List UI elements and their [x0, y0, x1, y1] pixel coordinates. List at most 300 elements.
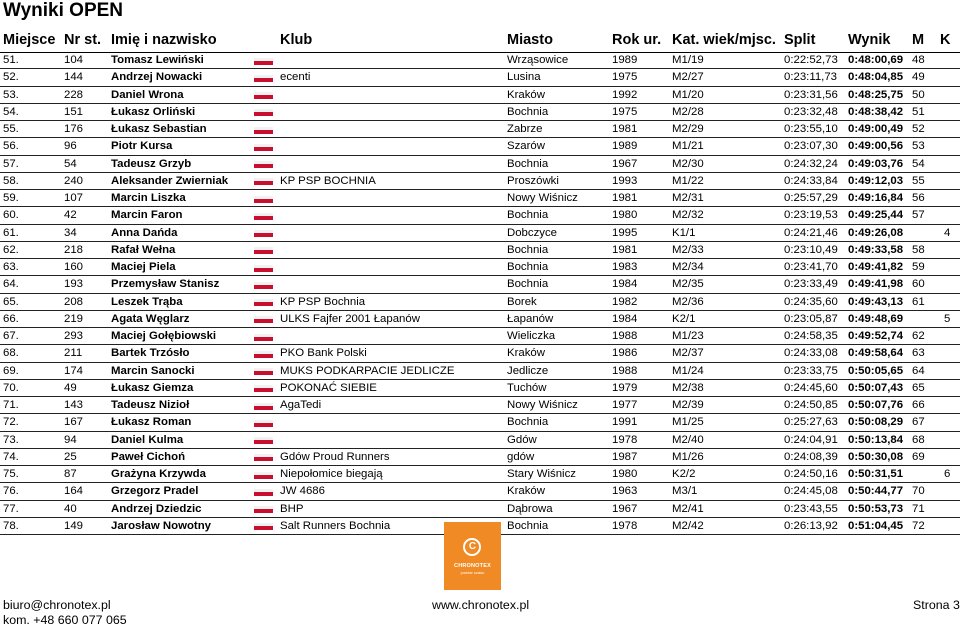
cell-place: 69. — [0, 362, 64, 379]
cell-split: 0:23:07,30 — [784, 138, 848, 155]
cell-result: 0:49:41,82 — [848, 259, 912, 276]
cell-place: 75. — [0, 466, 64, 483]
cell-split: 0:23:43,55 — [784, 500, 848, 517]
cell-club: Niepołomice biegają — [280, 466, 507, 483]
cell-category: M1/26 — [672, 448, 784, 465]
logo-letter: C — [468, 541, 477, 552]
table-row — [0, 69, 960, 86]
cell-result: 0:49:26,08 — [848, 224, 912, 241]
poland-flag-icon — [254, 230, 273, 237]
flag-cell — [251, 379, 280, 396]
cell-birth-year: 1982 — [612, 293, 672, 310]
cell-bib: 143 — [64, 397, 111, 414]
flag-cell — [251, 138, 280, 155]
cell-name: Maciej Gołębiowski — [111, 328, 251, 345]
cell-k — [944, 328, 960, 345]
header-k: K — [940, 32, 951, 48]
cell-city: Bochnia — [507, 276, 612, 293]
cell-birth-year: 1981 — [612, 121, 672, 138]
cell-place: 71. — [0, 397, 64, 414]
cell-k — [944, 276, 960, 293]
cell-birth-year: 1984 — [612, 310, 672, 327]
cell-category: M1/25 — [672, 414, 784, 431]
table-row — [0, 172, 960, 189]
cell-category: M2/28 — [672, 103, 784, 120]
poland-flag-icon — [254, 92, 273, 99]
cell-category: K1/1 — [672, 224, 784, 241]
cell-birth-year: 1967 — [612, 155, 672, 172]
cell-split: 0:24:50,85 — [784, 397, 848, 414]
cell-city: Lusina — [507, 69, 612, 86]
flag-cell — [251, 207, 280, 224]
cell-bib: 211 — [64, 345, 111, 362]
cell-m — [912, 224, 944, 241]
cell-m: 50 — [912, 86, 944, 103]
cell-club: POKONAĆ SIEBIE — [280, 379, 507, 396]
flag-cell — [251, 448, 280, 465]
header-birth-year: Rok ur. — [612, 32, 662, 48]
cell-split: 0:23:19,53 — [784, 207, 848, 224]
cell-club: PKO Bank Polski — [280, 345, 507, 362]
cell-m: 72 — [912, 517, 944, 534]
cell-k — [944, 52, 960, 69]
cell-bib: 228 — [64, 86, 111, 103]
cell-k — [944, 207, 960, 224]
cell-city: Jedlicze — [507, 362, 612, 379]
cell-category: M1/22 — [672, 172, 784, 189]
table-row — [0, 103, 960, 120]
cell-bib: 208 — [64, 293, 111, 310]
flag-cell — [251, 500, 280, 517]
cell-m: 52 — [912, 121, 944, 138]
table-row — [0, 362, 960, 379]
flag-cell — [251, 517, 280, 534]
header-split: Split — [784, 32, 816, 48]
cell-club: AgaTedi — [280, 397, 507, 414]
cell-m: 51 — [912, 103, 944, 120]
cell-club: Salt Runners Bochnia — [280, 517, 507, 534]
cell-city: Bochnia — [507, 207, 612, 224]
table-row — [0, 155, 960, 172]
cell-split: 0:24:45,08 — [784, 483, 848, 500]
cell-place: 68. — [0, 345, 64, 362]
cell-name: Andrzej Nowacki — [111, 69, 251, 86]
cell-category: M2/34 — [672, 259, 784, 276]
cell-club: Gdów Proud Runners — [280, 448, 507, 465]
cell-name: Daniel Wrona — [111, 86, 251, 103]
poland-flag-icon — [254, 506, 273, 513]
cell-bib: 219 — [64, 310, 111, 327]
poland-flag-icon — [254, 437, 273, 444]
cell-category: M2/29 — [672, 121, 784, 138]
cell-m: 64 — [912, 362, 944, 379]
cell-bib: 49 — [64, 379, 111, 396]
poland-flag-icon — [254, 523, 273, 530]
cell-birth-year: 1981 — [612, 241, 672, 258]
cell-city: Szarów — [507, 138, 612, 155]
poland-flag-icon — [254, 247, 273, 254]
cell-club — [280, 207, 507, 224]
footer-email[interactable]: biuro@chronotex.pl — [3, 598, 111, 612]
flag-cell — [251, 86, 280, 103]
cell-name: Marcin Faron — [111, 207, 251, 224]
flag-cell — [251, 103, 280, 120]
cell-result: 0:50:07,43 — [848, 379, 912, 396]
cell-k: 5 — [944, 310, 960, 327]
cell-city: Gdów — [507, 431, 612, 448]
cell-k — [944, 121, 960, 138]
footer-page-number: Strona 3 — [913, 598, 960, 612]
cell-city: Wieliczka — [507, 328, 612, 345]
table-row — [0, 207, 960, 224]
cell-bib: 87 — [64, 466, 111, 483]
cell-bib: 174 — [64, 362, 111, 379]
cell-bib: 144 — [64, 69, 111, 86]
cell-name: Grażyna Krzywda — [111, 466, 251, 483]
results-table — [0, 52, 960, 535]
cell-split: 0:23:10,49 — [784, 241, 848, 258]
cell-result: 0:48:38,42 — [848, 103, 912, 120]
poland-flag-icon — [254, 316, 273, 323]
cell-name: Grzegorz Pradel — [111, 483, 251, 500]
cell-category: M2/39 — [672, 397, 784, 414]
cell-m: 57 — [912, 207, 944, 224]
cell-result: 0:51:04,45 — [848, 517, 912, 534]
cell-result: 0:49:00,56 — [848, 138, 912, 155]
flag-cell — [251, 431, 280, 448]
cell-k — [944, 500, 960, 517]
cell-m: 53 — [912, 138, 944, 155]
cell-result: 0:49:00,49 — [848, 121, 912, 138]
cell-category: M2/33 — [672, 241, 784, 258]
cell-m: 68 — [912, 431, 944, 448]
cell-city: Proszówki — [507, 172, 612, 189]
cell-club — [280, 103, 507, 120]
poland-flag-icon — [254, 109, 273, 116]
cell-place: 62. — [0, 241, 64, 258]
cell-result: 0:50:13,84 — [848, 431, 912, 448]
cell-k — [944, 155, 960, 172]
header-club: Klub — [280, 32, 313, 48]
cell-club: KP PSP Bochnia — [280, 293, 507, 310]
cell-place: 65. — [0, 293, 64, 310]
cell-club — [280, 138, 507, 155]
cell-bib: 240 — [64, 172, 111, 189]
table-row — [0, 121, 960, 138]
cell-name: Aleksander Zwierniak — [111, 172, 251, 189]
cell-category: M2/27 — [672, 69, 784, 86]
poland-flag-icon — [254, 299, 273, 306]
flag-cell — [251, 466, 280, 483]
cell-m: 60 — [912, 276, 944, 293]
cell-m: 66 — [912, 397, 944, 414]
cell-category: M1/24 — [672, 362, 784, 379]
cell-club: ULKS Fajfer 2001 Łapanów — [280, 310, 507, 327]
cell-place: 54. — [0, 103, 64, 120]
table-row — [0, 379, 960, 396]
cell-k — [944, 362, 960, 379]
cell-m: 54 — [912, 155, 944, 172]
cell-category: M1/19 — [672, 52, 784, 69]
flag-cell — [251, 121, 280, 138]
cell-bib: 149 — [64, 517, 111, 534]
cell-k — [944, 379, 960, 396]
cell-split: 0:24:58,35 — [784, 328, 848, 345]
cell-name: Rafał Wełna — [111, 241, 251, 258]
poland-flag-icon — [254, 334, 273, 341]
cell-bib: 96 — [64, 138, 111, 155]
flag-cell — [251, 69, 280, 86]
cell-place: 67. — [0, 328, 64, 345]
cell-category: K2/1 — [672, 310, 784, 327]
poland-flag-icon — [254, 144, 273, 151]
cell-name: Bartek Trzósło — [111, 345, 251, 362]
cell-name: Łukasz Sebastian — [111, 121, 251, 138]
table-row — [0, 431, 960, 448]
cell-category: M2/40 — [672, 431, 784, 448]
cell-category: M1/20 — [672, 86, 784, 103]
cell-club — [280, 190, 507, 207]
cell-place: 60. — [0, 207, 64, 224]
cell-place: 74. — [0, 448, 64, 465]
cell-category: M2/36 — [672, 293, 784, 310]
cell-place: 76. — [0, 483, 64, 500]
cell-result: 0:50:08,29 — [848, 414, 912, 431]
poland-flag-icon — [254, 472, 273, 479]
cell-club — [280, 259, 507, 276]
cell-birth-year: 1992 — [612, 86, 672, 103]
poland-flag-icon — [254, 178, 273, 185]
flag-cell — [251, 310, 280, 327]
cell-place: 66. — [0, 310, 64, 327]
table-row — [0, 224, 960, 241]
cell-city: Bochnia — [507, 103, 612, 120]
cell-city: Nowy Wiśnicz — [507, 397, 612, 414]
cell-club — [280, 328, 507, 345]
cell-club — [280, 52, 507, 69]
cell-k: 6 — [944, 466, 960, 483]
cell-bib: 104 — [64, 52, 111, 69]
cell-name: Leszek Trąba — [111, 293, 251, 310]
cell-category: M2/30 — [672, 155, 784, 172]
cell-split: 0:25:27,63 — [784, 414, 848, 431]
cell-k — [944, 241, 960, 258]
cell-bib: 160 — [64, 259, 111, 276]
cell-split: 0:23:41,70 — [784, 259, 848, 276]
cell-k — [944, 431, 960, 448]
table-row — [0, 414, 960, 431]
cell-m: 48 — [912, 52, 944, 69]
cell-category: M2/35 — [672, 276, 784, 293]
cell-bib: 151 — [64, 103, 111, 120]
cell-birth-year: 1987 — [612, 448, 672, 465]
cell-city: Zabrze — [507, 121, 612, 138]
cell-bib: 42 — [64, 207, 111, 224]
cell-name: Przemysław Stanisz — [111, 276, 251, 293]
results-header — [0, 32, 960, 52]
flag-cell — [251, 259, 280, 276]
flag-cell — [251, 414, 280, 431]
cell-category: M2/38 — [672, 379, 784, 396]
cell-birth-year: 1986 — [612, 345, 672, 362]
cell-k — [944, 103, 960, 120]
cell-m: 58 — [912, 241, 944, 258]
cell-city: Kraków — [507, 483, 612, 500]
table-row — [0, 328, 960, 345]
cell-name: Tomasz Lewiński — [111, 52, 251, 69]
cell-birth-year: 1988 — [612, 328, 672, 345]
table-row — [0, 276, 960, 293]
cell-result: 0:49:03,76 — [848, 155, 912, 172]
cell-place: 59. — [0, 190, 64, 207]
cell-k — [944, 138, 960, 155]
cell-m: 70 — [912, 483, 944, 500]
cell-birth-year: 1978 — [612, 517, 672, 534]
cell-category: K2/2 — [672, 466, 784, 483]
cell-split: 0:24:21,46 — [784, 224, 848, 241]
cell-split: 0:23:33,75 — [784, 362, 848, 379]
cell-category: M2/42 — [672, 517, 784, 534]
cell-city: Dąbrowa — [507, 500, 612, 517]
cell-name: Marcin Liszka — [111, 190, 251, 207]
cell-k — [944, 517, 960, 534]
cell-place: 72. — [0, 414, 64, 431]
cell-m: 56 — [912, 190, 944, 207]
cell-name: Paweł Cichoń — [111, 448, 251, 465]
cell-name: Łukasz Giemza — [111, 379, 251, 396]
header-m: M — [912, 32, 925, 48]
table-row — [0, 293, 960, 310]
cell-result: 0:48:04,85 — [848, 69, 912, 86]
cell-k — [944, 259, 960, 276]
cell-k — [944, 293, 960, 310]
cell-birth-year: 1981 — [612, 190, 672, 207]
cell-k — [944, 448, 960, 465]
cell-bib: 164 — [64, 483, 111, 500]
poland-flag-icon — [254, 161, 273, 168]
cell-city: Dobczyce — [507, 224, 612, 241]
poland-flag-icon — [254, 351, 273, 358]
cell-name: Marcin Sanocki — [111, 362, 251, 379]
table-row — [0, 310, 960, 327]
poland-flag-icon — [254, 213, 273, 220]
table-row — [0, 190, 960, 207]
cell-birth-year: 1979 — [612, 379, 672, 396]
cell-result: 0:50:30,08 — [848, 448, 912, 465]
cell-category: M2/31 — [672, 190, 784, 207]
cell-split: 0:24:04,91 — [784, 431, 848, 448]
cell-name: Piotr Kursa — [111, 138, 251, 155]
cell-split: 0:23:05,87 — [784, 310, 848, 327]
cell-split: 0:23:33,49 — [784, 276, 848, 293]
cell-place: 51. — [0, 52, 64, 69]
table-row — [0, 241, 960, 258]
cell-category: M3/1 — [672, 483, 784, 500]
cell-m: 71 — [912, 500, 944, 517]
cell-split: 0:24:33,84 — [784, 172, 848, 189]
cell-birth-year: 1975 — [612, 103, 672, 120]
table-row — [0, 448, 960, 465]
cell-k — [944, 414, 960, 431]
cell-m — [912, 466, 944, 483]
cell-place: 58. — [0, 172, 64, 189]
cell-category: M1/23 — [672, 328, 784, 345]
flag-cell — [251, 328, 280, 345]
cell-result: 0:49:25,44 — [848, 207, 912, 224]
flag-cell — [251, 190, 280, 207]
header-name: Imię i nazwisko — [111, 32, 217, 48]
cell-birth-year: 1995 — [612, 224, 672, 241]
cell-city: Borek — [507, 293, 612, 310]
cell-split: 0:23:31,56 — [784, 86, 848, 103]
cell-result: 0:49:41,98 — [848, 276, 912, 293]
poland-flag-icon — [254, 454, 273, 461]
cell-name: Agata Węglarz — [111, 310, 251, 327]
cell-k — [944, 345, 960, 362]
cell-m: 61 — [912, 293, 944, 310]
cell-split: 0:24:50,16 — [784, 466, 848, 483]
cell-name: Andrzej Dziedzic — [111, 500, 251, 517]
footer-website[interactable]: www.chronotex.pl — [432, 598, 530, 612]
cell-split: 0:24:35,60 — [784, 293, 848, 310]
cell-city: Kraków — [507, 86, 612, 103]
cell-m: 55 — [912, 172, 944, 189]
flag-cell — [251, 483, 280, 500]
header-category: Kat. wiek/mjsc. — [672, 32, 776, 48]
cell-m: 65 — [912, 379, 944, 396]
cell-city: Stary Wiśnicz — [507, 466, 612, 483]
cell-place: 63. — [0, 259, 64, 276]
flag-cell — [251, 276, 280, 293]
flag-cell — [251, 52, 280, 69]
cell-m: 63 — [912, 345, 944, 362]
cell-k — [944, 190, 960, 207]
table-row — [0, 500, 960, 517]
cell-city: Nowy Wiśnicz — [507, 190, 612, 207]
poland-flag-icon — [254, 196, 273, 203]
cell-club: MUKS PODKARPACIE JEDLICZE — [280, 362, 507, 379]
cell-birth-year: 1988 — [612, 362, 672, 379]
flag-cell — [251, 345, 280, 362]
cell-birth-year: 1978 — [612, 431, 672, 448]
cell-split: 0:22:52,73 — [784, 52, 848, 69]
cell-result: 0:50:07,76 — [848, 397, 912, 414]
cell-k — [944, 483, 960, 500]
cell-place: 56. — [0, 138, 64, 155]
cell-bib: 167 — [64, 414, 111, 431]
cell-result: 0:49:43,13 — [848, 293, 912, 310]
cell-bib: 218 — [64, 241, 111, 258]
table-row — [0, 86, 960, 103]
poland-flag-icon — [254, 368, 273, 375]
cell-category: M2/32 — [672, 207, 784, 224]
cell-category: M2/41 — [672, 500, 784, 517]
table-row — [0, 483, 960, 500]
cell-k — [944, 86, 960, 103]
footer-phone: kom. +48 660 077 065 — [3, 613, 127, 627]
cell-birth-year: 1983 — [612, 259, 672, 276]
flag-cell — [251, 172, 280, 189]
cell-city: Bochnia — [507, 259, 612, 276]
header-city: Miasto — [507, 32, 553, 48]
cell-category: M1/21 — [672, 138, 784, 155]
cell-birth-year: 1977 — [612, 397, 672, 414]
cell-result: 0:50:53,73 — [848, 500, 912, 517]
flag-cell — [251, 224, 280, 241]
table-row — [0, 466, 960, 483]
cell-birth-year: 1980 — [612, 207, 672, 224]
cell-name: Łukasz Roman — [111, 414, 251, 431]
